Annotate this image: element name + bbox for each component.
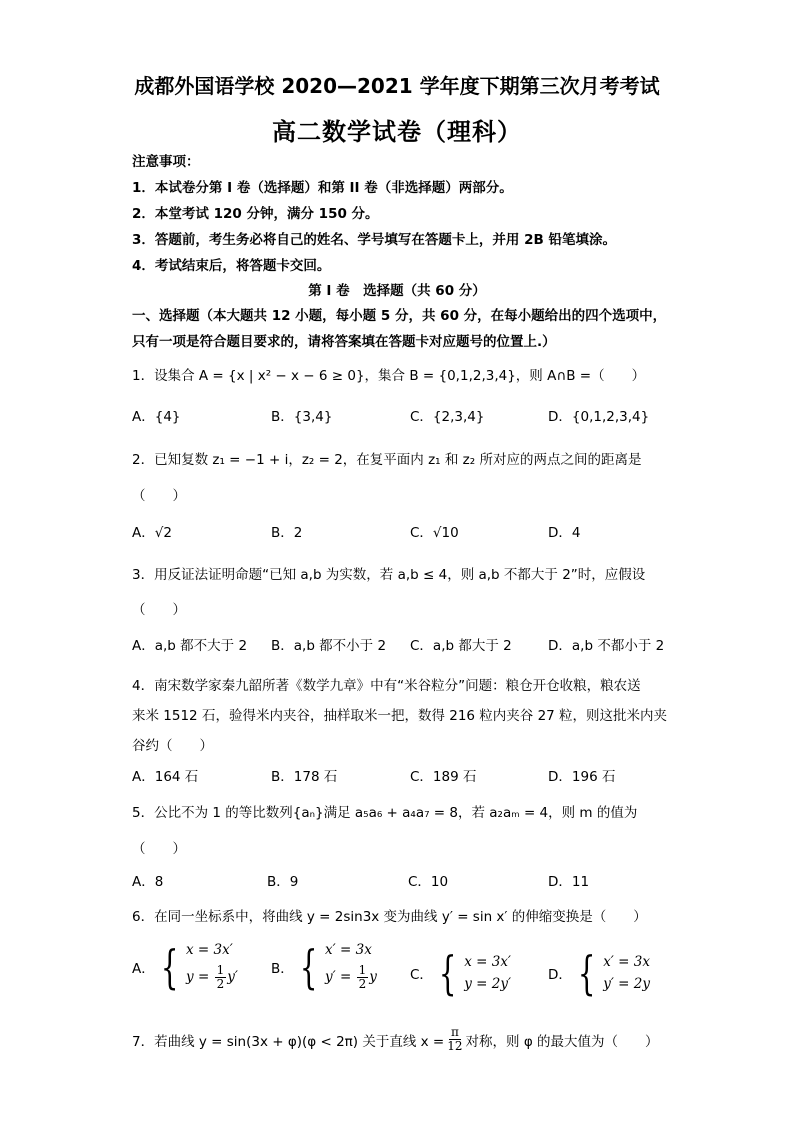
option-b-row-2: y′ = $\frac{1}{2}$ y bbox=[325, 963, 377, 992]
question-2-option-d: D．4 bbox=[548, 525, 581, 541]
question-6-stem: 6．在同一坐标系中，将曲线 y = 2sin3x 变为曲线 y′ = sin x′ 的伸缩变换是（ ） bbox=[132, 909, 647, 925]
option-b-row-1: x′ = 3x bbox=[325, 942, 372, 958]
question-4-line-3: 谷约（ ） bbox=[132, 738, 213, 754]
question-1-option-c: C．{2,3,4} bbox=[410, 409, 485, 425]
option-c-row-1: x = 3x′ bbox=[464, 954, 511, 970]
question-6-option-c bbox=[410, 946, 512, 1000]
question-4-option-b: B．178 石 bbox=[271, 769, 338, 785]
option-c-row-2: y = 2y′ bbox=[464, 976, 512, 992]
option-a-row-1: x = 3x′ bbox=[186, 942, 233, 958]
left-brace-icon: { bbox=[577, 946, 596, 1000]
option-d-row-2: y′ = 2y bbox=[603, 976, 650, 992]
question-4-option-d: D．196 石 bbox=[548, 769, 616, 785]
question-5-option-c: C．10 bbox=[408, 874, 449, 890]
section-title: 第 I 卷 选择题（共 60 分） bbox=[308, 283, 486, 299]
question-4-line-2: 来米 1512 石，验得米内夹谷，抽样取米一把，数得 216 粒内夹谷 27 粒，则这批米内夹 bbox=[132, 708, 668, 724]
question-2-answer-paren: （ ） bbox=[132, 488, 186, 504]
question-1-option-d: D．{0,1,2,3,4} bbox=[548, 409, 650, 425]
exam-title: 成都外国语学校 2020—2021 学年度下期第三次月考考试 bbox=[134, 74, 660, 98]
question-3-answer-paren: （ ） bbox=[132, 602, 186, 618]
notes-heading: 注意事项： bbox=[132, 154, 200, 170]
question-2-option-c: C．√10 bbox=[410, 525, 459, 541]
option-a-row-2: y = $\frac{1}{2}$ y′ bbox=[186, 963, 238, 992]
question-5-option-a: A．8 bbox=[132, 874, 164, 890]
question-6-option-a bbox=[132, 939, 238, 994]
option-a-label: A． bbox=[132, 960, 155, 977]
left-brace-icon: { bbox=[160, 939, 179, 994]
option-c-label: C． bbox=[410, 967, 433, 983]
exam-subtitle: 高二数学试卷（理科） bbox=[272, 118, 522, 146]
question-2-stem: 2．已知复数 z₁ = −1 + i，z₂ = 2，在复平面内 z₁ 和 z₂ 所对应的两点之间的距离是 bbox=[132, 452, 642, 468]
left-brace-icon: { bbox=[438, 946, 457, 1000]
question-3-option-b: B．a,b 都不小于 2 bbox=[271, 638, 387, 654]
question-5-stem: 5．公比不为 1 的等比数列{aₙ}满足 a₅a₆ + a₄a₇ = 8，若 a₂aₘ = 4，则 m 的值为 bbox=[132, 805, 638, 821]
question-4-option-c: C．189 石 bbox=[410, 769, 477, 785]
note-item-3: 3．答题前，考生务必将自己的姓名、学号填写在答题卡上，并用 2B 铅笔填涂。 bbox=[132, 232, 616, 248]
question-3-option-a: A．a,b 都不大于 2 bbox=[132, 638, 248, 654]
question-2-option-a: A．√2 bbox=[132, 525, 172, 541]
question-6-option-b bbox=[271, 939, 377, 994]
question-1-option-a: A．{4} bbox=[132, 409, 181, 425]
section-intro-line-1: 一、选择题（本大题共 12 小题，每小题 5 分，共 60 分，在每小题给出的四个选项中， bbox=[132, 308, 667, 324]
question-1-stem: 1．设集合 A = {x | x² − x − 6 ≥ 0}，集合 B = {0,1,2,3,4}，则 A∩B =（ ） bbox=[132, 368, 646, 384]
note-item-4: 4．考试结束后，将答题卡交回。 bbox=[132, 258, 331, 274]
question-4-option-a: A．164 石 bbox=[132, 769, 199, 785]
section-intro-line-2: 只有一项是符合题目要求的，请将答案填在答题卡对应题号的位置上.） bbox=[132, 334, 556, 350]
question-3-option-c: C．a,b 都大于 2 bbox=[410, 638, 512, 654]
left-brace-icon: { bbox=[299, 939, 318, 994]
pi-over-12-fraction: $\frac{\pi}{12}$ bbox=[447, 1025, 463, 1054]
question-2-option-b: B．2 bbox=[271, 525, 303, 541]
option-d-row-1: x′ = 3x bbox=[603, 954, 650, 970]
option-b-label: B． bbox=[271, 960, 294, 977]
option-d-label: D． bbox=[548, 967, 572, 983]
question-5-option-b: B．9 bbox=[267, 874, 299, 890]
question-3-option-d: D．a,b 不都小于 2 bbox=[548, 638, 665, 654]
question-6-option-d bbox=[548, 946, 650, 1000]
question-4-line-1: 4．南宋数学家秦九韶所著《数学九章》中有“米谷粒分”问题：粮仓开仓收粮，粮农送 bbox=[132, 678, 641, 694]
note-item-2: 2．本堂考试 120 分钟，满分 150 分。 bbox=[132, 206, 379, 222]
question-3-stem: 3．用反证法证明命题“已知 a,b 为实数，若 a,b ≤ 4，则 a,b 不都大于 2”时，应假设 bbox=[132, 567, 646, 583]
question-5-answer-paren: （ ） bbox=[132, 841, 186, 857]
question-5-option-d: D．11 bbox=[548, 874, 590, 890]
question-1-option-b: B．{3,4} bbox=[271, 409, 333, 425]
note-item-1: 1．本试卷分第 I 卷（选择题）和第 II 卷（非选择题）两部分。 bbox=[132, 180, 513, 196]
question-7-stem: 7．若曲线 y = sin(3x + φ)(φ < 2π) 关于直线 x = $\frac{\pi}{12}$ 对称，则 φ 的最大值为（ ） bbox=[132, 1025, 659, 1054]
